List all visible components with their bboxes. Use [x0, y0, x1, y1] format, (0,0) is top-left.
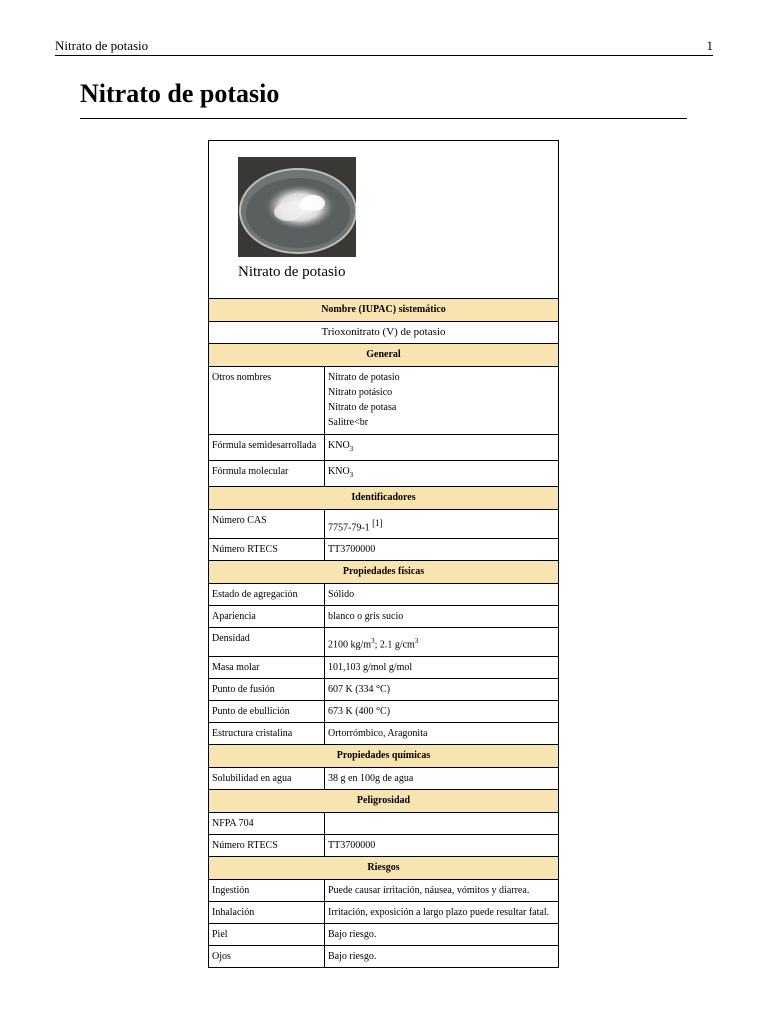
table-row [209, 322, 558, 344]
table-row: Punto de fusión 607 K (334 °C) [209, 678, 558, 700]
table-row: Número RTECS TT3700000 [209, 539, 558, 561]
section-header: Riesgos [209, 856, 558, 879]
section-header: Nombre (IUPAC) sistemático [209, 299, 558, 322]
page-number: 1 [706, 38, 713, 53]
table-row: Apariencia blanco o gris sucio [209, 606, 558, 628]
table-row: Fórmula semidesarrollada $KNO_3$ [209, 435, 558, 461]
table-row: Número RTECS TT3700000 [209, 834, 558, 856]
other-names-list: Nitrato de potasio Nitrato potásico Nitrato de potasa Salitre<br [325, 367, 559, 435]
cas-reference-link[interactable]: [1] [372, 518, 383, 528]
section-header: Propiedades físicas [209, 561, 558, 584]
chem-infobox [208, 140, 559, 968]
table-row: Otros nombres Nitrato de potasio Nitrato potásico Nitrato de potasa Salitre<br [209, 367, 558, 435]
running-title: Nitrato de potasio [55, 38, 149, 53]
section-header: Peligrosidad [209, 789, 558, 812]
table-row: Ingestión Puede causar irritación, náusea, vómitos y diarrea. [209, 879, 558, 901]
running-header [55, 38, 713, 56]
section-header: Propiedades químicas [209, 744, 558, 767]
page-title: Nitrato de potasio [80, 78, 687, 119]
section-header: General [209, 344, 558, 367]
section-header: Identificadores [209, 487, 558, 510]
table-row: Solubilidad en agua 38 g en 100g de agua [209, 767, 558, 789]
table-row: Estructura cristalina Ortorrómbico, Aragonita [209, 722, 558, 744]
infobox-image-cell [209, 141, 558, 299]
table-row: Fórmula molecular $KNO_3$ [209, 461, 558, 487]
table-row: Masa molar 101,103 g/mol g/mol [209, 656, 558, 678]
table-row: Estado de agregación Sólido [209, 584, 558, 606]
compound-photo [238, 157, 356, 257]
table-row: Punto de ebullición 673 K (400 °C) [209, 700, 558, 722]
properties-table [209, 299, 558, 967]
iupac-name: Trioxonitrato (V) de potasio [209, 322, 558, 344]
table-row: Ojos Bajo riesgo. [209, 945, 558, 967]
table-row: Número CAS 7757-79-1 [1] [209, 510, 558, 539]
table-row: Densidad 2100 $kg/m^3$; 2.1 $g/cm^3$ [209, 628, 558, 656]
table-row: NFPA 704 [209, 812, 558, 834]
table-row: Piel Bajo riesgo. [209, 923, 558, 945]
table-row: Inhalación Irritación, exposición a largo plazo puede resultar fatal. [209, 901, 558, 923]
image-caption: Nitrato de potasio [238, 264, 346, 280]
